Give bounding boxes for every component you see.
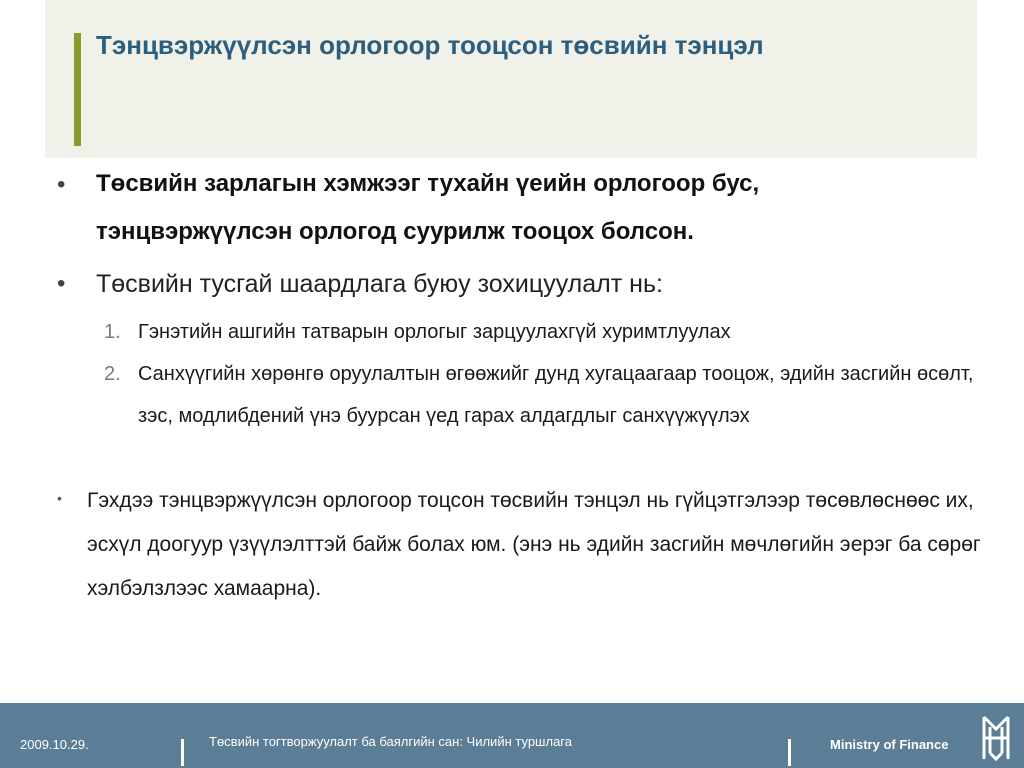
point-1-text: Төсвийн зарлагын хэмжээг тухайн үеийн орлогоор бус, тэнцвэржүүлсэн орлогод суурилж тооцох болсон. — [96, 170, 760, 245]
title-band — [45, 0, 977, 158]
sub-item-number: 1. — [104, 321, 121, 343]
bullet-icon: • — [57, 490, 62, 506]
footer-divider — [181, 739, 184, 766]
sub-item-number: 2. — [104, 363, 121, 385]
sub-item-1-text: Гэнэтийн ашгийн татварын орлогыг зарцуулахгүй хуримтлуулах — [138, 321, 731, 343]
title-accent-bar — [74, 33, 81, 146]
bullet-icon: • — [57, 270, 66, 297]
footer-ministry-name: Ministry of Finance — [830, 737, 949, 752]
point-2-text: Төсвийн тусгай шаардлага буюу зохицуулалт нь: — [96, 270, 663, 298]
sub-item-2-text: Санхүүгийн хөрөнгө оруулалтын өгөөжийг дунд хугацаагаар тооцож, эдийн засгийн өсөлт, зэс, модлибдений үнэ буурсан үед гарах алдагдлыг санхүүжүүлэх — [138, 363, 974, 427]
footer — [0, 703, 1024, 768]
bullet-icon: • — [57, 171, 66, 198]
point-3-text: Гэхдээ тэнцвэржүүлсэн орлогоор тоцсон төсвийн тэнцэл нь гүйцэтгэлээр төсөвлөснөөс их, эсхүл доогуур үзүүлэлттэй байж болах юм. (энэ нь эдийн засгийн мөчлөгийн эерэг ба сөрөг хэлбэлзлээс хамаарна). — [87, 489, 981, 600]
footer-subtitle: Төсвийн тогтворжуулалт ба баялгийн сан: Чилийн туршлага — [209, 734, 572, 749]
ministry-emblem-icon — [978, 713, 1014, 763]
footer-divider — [788, 739, 791, 766]
slide-title: Тэнцвэржүүлсэн орлогоор тооцсон төсвийн тэнцэл — [96, 30, 764, 60]
footer-date: 2009.10.29. — [20, 737, 89, 752]
